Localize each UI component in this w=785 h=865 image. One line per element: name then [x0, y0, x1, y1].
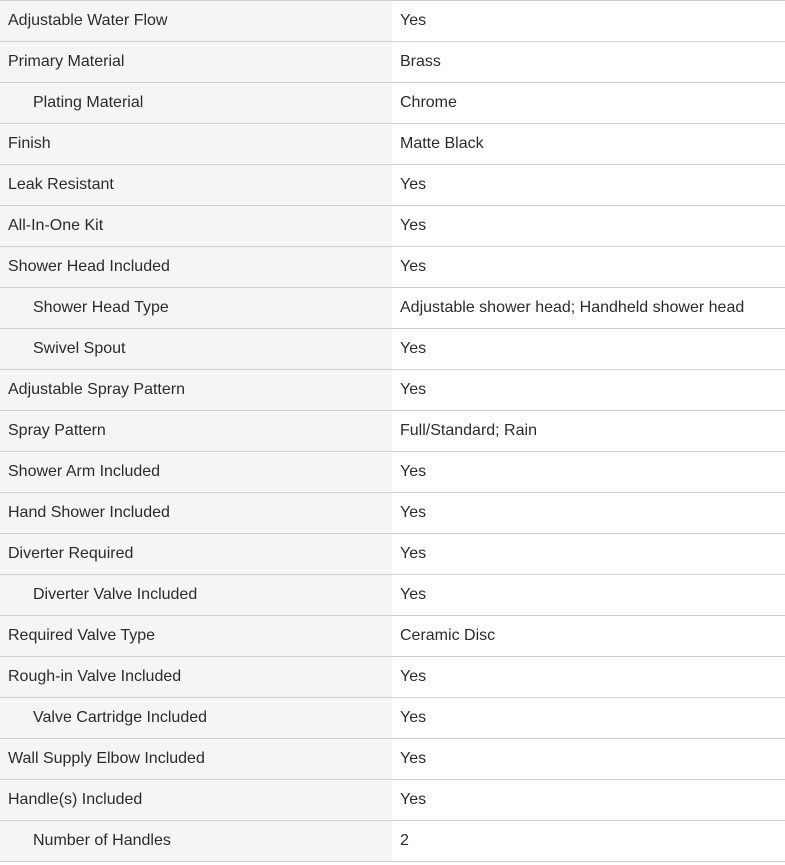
spec-value: Yes — [392, 329, 785, 370]
spec-row — [0, 739, 785, 780]
spec-row — [0, 780, 785, 821]
spec-value: Yes — [392, 780, 785, 821]
spec-row — [0, 329, 785, 370]
spec-value: Yes — [392, 165, 785, 206]
spec-row — [0, 370, 785, 411]
spec-value: Adjustable shower head; Handheld shower head — [392, 288, 785, 329]
spec-value: Yes — [392, 493, 785, 534]
spec-value: Yes — [392, 698, 785, 739]
spec-row — [0, 698, 785, 739]
spec-row — [0, 124, 785, 165]
spec-row — [0, 575, 785, 616]
spec-value: Chrome — [392, 83, 785, 124]
spec-row — [0, 411, 785, 452]
specifications-body — [0, 1, 785, 862]
spec-label: Adjustable Spray Pattern — [0, 370, 392, 411]
spec-value: Yes — [392, 452, 785, 493]
spec-label: Finish — [0, 124, 392, 165]
spec-label: Required Valve Type — [0, 616, 392, 657]
spec-row — [0, 83, 785, 124]
spec-value: Yes — [392, 534, 785, 575]
spec-label: Primary Material — [0, 42, 392, 83]
spec-value: 2 — [392, 821, 785, 862]
spec-value: Yes — [392, 575, 785, 616]
spec-label: Rough-in Valve Included — [0, 657, 392, 698]
spec-value: Yes — [392, 739, 785, 780]
spec-label: Shower Arm Included — [0, 452, 392, 493]
spec-label: Diverter Required — [0, 534, 392, 575]
spec-row — [0, 534, 785, 575]
spec-label: Wall Supply Elbow Included — [0, 739, 392, 780]
spec-value: Yes — [392, 206, 785, 247]
spec-value: Yes — [392, 370, 785, 411]
spec-row — [0, 247, 785, 288]
spec-row — [0, 657, 785, 698]
spec-label: Valve Cartridge Included — [0, 698, 392, 739]
spec-label: Diverter Valve Included — [0, 575, 392, 616]
spec-label: Plating Material — [0, 83, 392, 124]
spec-row — [0, 42, 785, 83]
spec-value: Matte Black — [392, 124, 785, 165]
spec-row — [0, 821, 785, 862]
spec-row — [0, 452, 785, 493]
spec-row — [0, 1, 785, 42]
spec-value: Ceramic Disc — [392, 616, 785, 657]
spec-label: Hand Shower Included — [0, 493, 392, 534]
spec-row — [0, 288, 785, 329]
spec-label: Shower Head Type — [0, 288, 392, 329]
spec-label: Leak Resistant — [0, 165, 392, 206]
spec-value: Yes — [392, 657, 785, 698]
spec-value: Yes — [392, 247, 785, 288]
spec-value: Yes — [392, 1, 785, 42]
spec-label: All-In-One Kit — [0, 206, 392, 247]
spec-label: Swivel Spout — [0, 329, 392, 370]
spec-row — [0, 165, 785, 206]
spec-row — [0, 206, 785, 247]
spec-value: Full/Standard; Rain — [392, 411, 785, 452]
spec-label: Number of Handles — [0, 821, 392, 862]
spec-value: Brass — [392, 42, 785, 83]
spec-label: Adjustable Water Flow — [0, 1, 392, 42]
spec-label: Spray Pattern — [0, 411, 392, 452]
spec-label: Handle(s) Included — [0, 780, 392, 821]
spec-row — [0, 616, 785, 657]
spec-label: Shower Head Included — [0, 247, 392, 288]
spec-row — [0, 493, 785, 534]
